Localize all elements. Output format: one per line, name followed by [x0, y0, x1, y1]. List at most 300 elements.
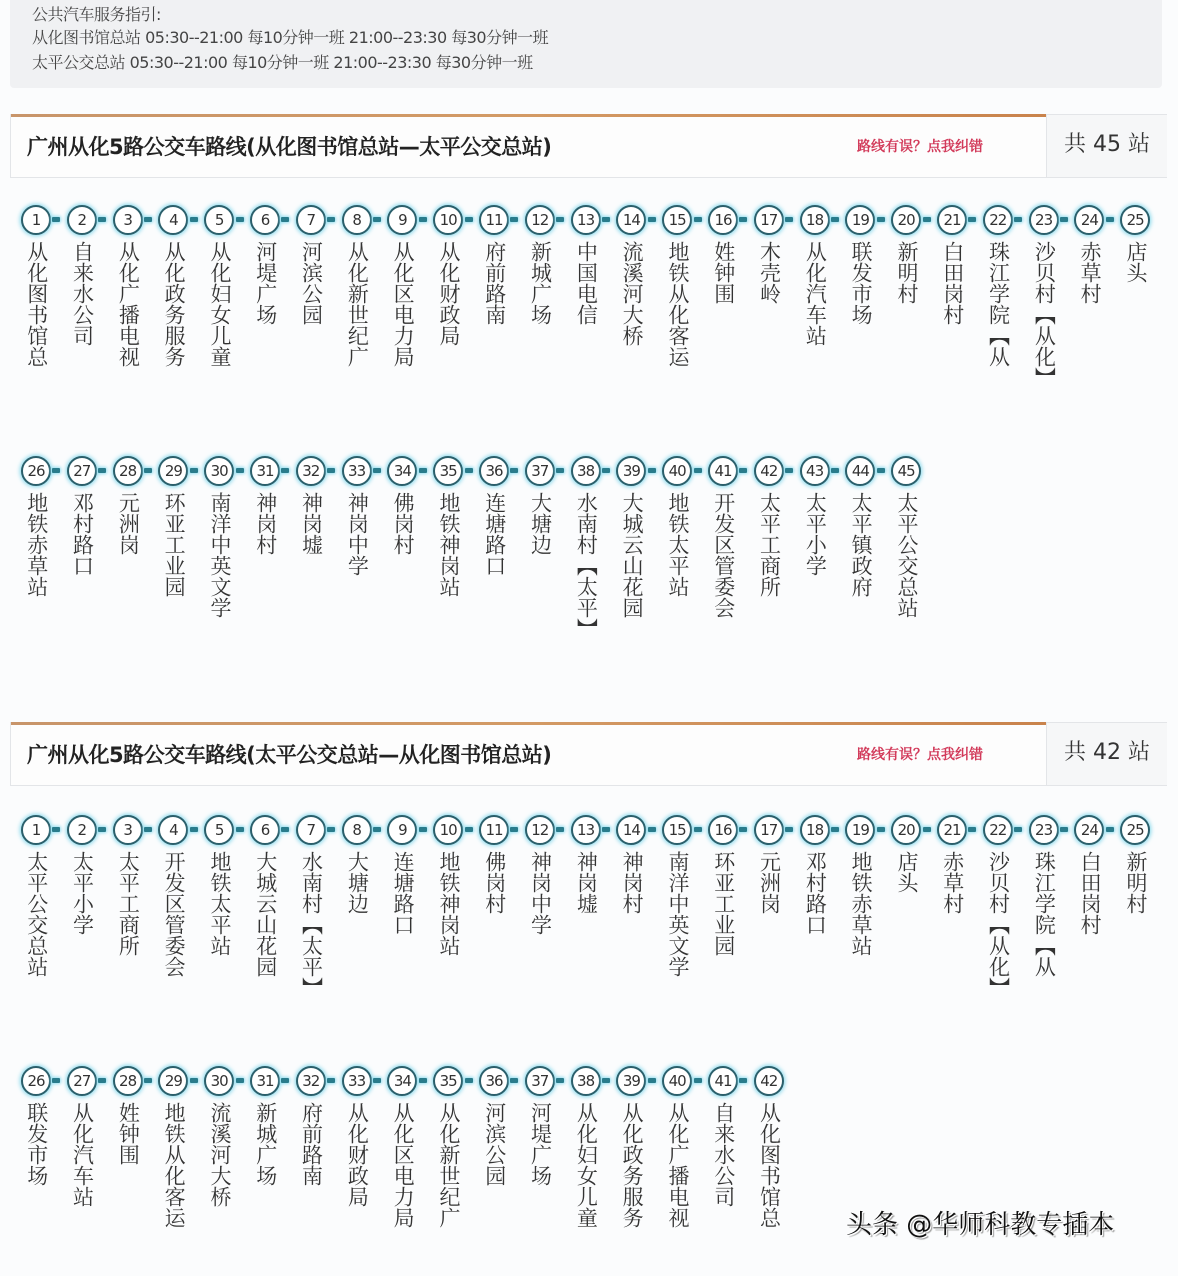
route-connector — [419, 1078, 427, 1083]
bus-stop[interactable] — [615, 205, 647, 350]
stop-number-badge: 41 — [708, 456, 738, 486]
route-connector — [785, 217, 793, 222]
bus-stop[interactable] — [661, 1066, 693, 1232]
stop-number-badge: 12 — [525, 815, 555, 845]
notice-title: 公共汽车服务指引: — [32, 5, 161, 24]
stop-number-badge: 17 — [754, 205, 784, 235]
stop-name: 白田岗村 — [940, 241, 965, 325]
stop-number-badge: 42 — [754, 1066, 784, 1096]
stop-name: 姓钟围 — [711, 241, 736, 304]
route-connector — [556, 1078, 564, 1083]
bus-stop[interactable] — [341, 815, 373, 918]
route-connector — [465, 827, 473, 832]
stop-number-badge: 25 — [1120, 205, 1150, 235]
route-connector — [236, 468, 244, 473]
stop-name: 中国电信 — [574, 241, 599, 325]
bus-stop[interactable] — [524, 456, 556, 559]
report-error-link[interactable]: 路线有误？点我纠错 — [857, 747, 983, 763]
route-connector — [465, 468, 473, 473]
route-connector — [281, 1078, 289, 1083]
bus-stop[interactable] — [753, 456, 785, 601]
bus-stop[interactable] — [524, 205, 556, 329]
stop-name: 河堤广场 — [253, 241, 278, 325]
bus-stop[interactable] — [570, 815, 602, 918]
bus-stop[interactable] — [799, 815, 831, 939]
stop-number-badge: 20 — [891, 205, 921, 235]
bus-stop[interactable] — [1119, 205, 1151, 287]
stop-name: 新明村 — [1123, 851, 1148, 914]
bus-stop[interactable] — [66, 456, 98, 580]
stop-number-badge: 10 — [433, 815, 463, 845]
route-connector — [236, 1078, 244, 1083]
stop-number-badge: 18 — [800, 205, 830, 235]
bus-stop[interactable] — [799, 456, 831, 580]
stop-number-badge: 33 — [342, 1066, 372, 1096]
stops-row — [20, 456, 1170, 666]
bus-stop[interactable] — [570, 205, 602, 329]
stop-name: 南洋中英文学 — [207, 492, 232, 618]
stop-name: 新明村 — [894, 241, 919, 304]
stop-name: 流溪河大桥 — [620, 241, 645, 346]
stop-number-badge: 21 — [937, 815, 967, 845]
bus-stop[interactable] — [203, 205, 235, 371]
bus-stop[interactable] — [890, 456, 922, 622]
route-connector — [510, 827, 518, 832]
stop-number-badge: 11 — [479, 815, 509, 845]
route-connector — [190, 217, 198, 222]
bus-stop[interactable] — [799, 205, 831, 350]
route-connector — [785, 468, 793, 473]
bus-stop[interactable] — [707, 456, 739, 622]
stop-name: 从化区电力局 — [391, 241, 416, 367]
stop-number-badge: 5 — [204, 815, 234, 845]
bus-stop[interactable] — [661, 815, 693, 981]
stop-name: 太平镇政府 — [849, 492, 874, 597]
stop-name: 联发市场 — [849, 241, 874, 325]
bus-stop[interactable] — [570, 1066, 602, 1232]
service-notice — [10, 0, 1162, 88]
stop-number-badge: 17 — [754, 815, 784, 845]
bus-stop[interactable] — [112, 456, 144, 559]
stop-number-badge: 45 — [891, 456, 921, 486]
stop-number-badge: 23 — [1029, 815, 1059, 845]
stop-name: 赤草村 — [1078, 241, 1103, 304]
stop-name: 太平工商所 — [757, 492, 782, 597]
bus-stop[interactable] — [157, 205, 189, 371]
stop-count: 共 42 站 — [1046, 723, 1167, 785]
route-connector — [327, 827, 335, 832]
stop-number-badge: 5 — [204, 205, 234, 235]
stop-number-badge: 22 — [983, 815, 1013, 845]
bus-stop[interactable] — [1028, 815, 1060, 981]
stop-number-badge: 19 — [845, 815, 875, 845]
stop-number-badge: 3 — [113, 815, 143, 845]
stop-number-badge: 27 — [67, 1066, 97, 1096]
stop-number-badge: 18 — [800, 815, 830, 845]
bus-stop[interactable] — [1073, 205, 1105, 308]
bus-stop[interactable] — [249, 1066, 281, 1190]
stop-name: 姓钟围 — [116, 1102, 141, 1165]
stop-name: 从化妇女儿童 — [574, 1102, 599, 1228]
bus-stop[interactable] — [432, 1066, 464, 1232]
report-error-link[interactable]: 路线有误？点我纠错 — [857, 139, 983, 155]
route-connector — [739, 468, 747, 473]
route-connector — [236, 217, 244, 222]
stop-name: 珠江学院【从 — [986, 241, 1011, 367]
stop-name: 从化汽车站 — [803, 241, 828, 346]
stop-name: 木壳岭 — [757, 241, 782, 304]
bus-stop[interactable] — [936, 205, 968, 329]
stop-name: 从化妇女儿童 — [207, 241, 232, 367]
bus-stop[interactable] — [295, 815, 327, 1002]
stop-number-badge: 33 — [342, 456, 372, 486]
stop-name: 神岗墟 — [574, 851, 599, 914]
stop-number-badge: 6 — [250, 205, 280, 235]
bus-stop[interactable] — [20, 815, 52, 981]
stop-number-badge: 13 — [571, 205, 601, 235]
bus-stop[interactable] — [1119, 815, 1151, 918]
bus-stop[interactable] — [1073, 815, 1105, 939]
stop-name: 从化汽车站 — [70, 1102, 95, 1207]
route-connector — [648, 1078, 656, 1083]
stop-number-badge: 1 — [21, 815, 51, 845]
bus-stop[interactable] — [478, 205, 510, 329]
bus-stop[interactable] — [203, 1066, 235, 1211]
stop-number-badge: 31 — [250, 1066, 280, 1096]
stop-number-badge: 44 — [845, 456, 875, 486]
stop-count: 共 45 站 — [1046, 115, 1167, 177]
bus-stop[interactable] — [982, 205, 1014, 371]
bus-stop[interactable] — [936, 815, 968, 918]
bus-stop[interactable] — [1028, 205, 1060, 392]
stop-number-badge: 34 — [387, 456, 417, 486]
stop-number-badge: 11 — [479, 205, 509, 235]
route-connector — [739, 1078, 747, 1083]
notice-line-2: 太平公交总站 05:30--21:00 每10分钟一班 21:00--23:30 每30分钟一班 — [32, 53, 533, 72]
stop-name: 沙贝村【从化】 — [1032, 241, 1057, 388]
route-connector — [510, 1078, 518, 1083]
bus-stop[interactable] — [66, 205, 98, 350]
stop-name: 自来水公司 — [70, 241, 95, 346]
bus-stop[interactable] — [157, 456, 189, 601]
route-connector — [373, 217, 381, 222]
stop-name: 开发区管委会 — [162, 851, 187, 977]
route-connector — [923, 827, 931, 832]
stop-name: 环亚工业园 — [162, 492, 187, 597]
stop-number-badge: 20 — [891, 815, 921, 845]
route-connector — [877, 217, 885, 222]
stop-name: 地铁赤草站 — [849, 851, 874, 956]
route-connector — [556, 217, 564, 222]
stop-name: 白田岗村 — [1078, 851, 1103, 935]
stop-name: 神岗中学 — [528, 851, 553, 935]
stop-number-badge: 2 — [67, 815, 97, 845]
bus-stop[interactable] — [890, 205, 922, 308]
stop-number-badge: 3 — [113, 205, 143, 235]
stop-name: 连塘路口 — [391, 851, 416, 935]
bus-stop[interactable] — [432, 205, 464, 350]
bus-stop[interactable] — [661, 205, 693, 371]
route-connector — [465, 217, 473, 222]
stop-number-badge: 8 — [342, 205, 372, 235]
route-connector — [694, 827, 702, 832]
stop-name: 河堤广场 — [528, 1102, 553, 1186]
stop-name: 从化新世纪广 — [436, 1102, 461, 1228]
stop-name: 大塘边 — [528, 492, 553, 555]
bus-stop[interactable] — [478, 815, 510, 918]
bus-stop[interactable] — [753, 205, 785, 308]
route-connector — [510, 468, 518, 473]
stop-number-badge: 41 — [708, 1066, 738, 1096]
stop-number-badge: 28 — [113, 1066, 143, 1096]
stop-name: 水南村【太平】 — [299, 851, 324, 998]
route-connector — [281, 217, 289, 222]
stop-number-badge: 29 — [158, 456, 188, 486]
bus-stop[interactable] — [20, 205, 52, 371]
bus-stop[interactable] — [386, 1066, 418, 1232]
bus-stop[interactable] — [341, 205, 373, 371]
stop-number-badge: 26 — [21, 1066, 51, 1096]
stop-name: 店头 — [894, 851, 919, 893]
bus-stop[interactable] — [524, 815, 556, 939]
stop-name: 新城广场 — [253, 1102, 278, 1186]
stop-name: 太平工商所 — [116, 851, 141, 956]
route-header-outbound — [10, 114, 1167, 178]
route-connector — [190, 468, 198, 473]
bus-stop[interactable] — [615, 1066, 647, 1232]
stop-name: 开发区管委会 — [711, 492, 736, 618]
stop-name: 赤草村 — [940, 851, 965, 914]
bus-stop[interactable] — [157, 815, 189, 981]
route-connector — [739, 827, 747, 832]
route-connector — [694, 1078, 702, 1083]
stop-name: 府前路南 — [482, 241, 507, 325]
stop-name: 邓村路口 — [70, 492, 95, 576]
stop-name: 环亚工业园 — [711, 851, 736, 956]
bus-stop[interactable] — [570, 456, 602, 643]
bus-stop[interactable] — [707, 1066, 739, 1211]
bus-stop[interactable] — [203, 815, 235, 960]
bus-stop[interactable] — [112, 205, 144, 371]
route-connector — [419, 827, 427, 832]
stop-name: 水南村【太平】 — [574, 492, 599, 639]
bus-stop[interactable] — [249, 456, 281, 559]
bus-stop[interactable] — [386, 456, 418, 559]
bus-stop[interactable] — [707, 205, 739, 308]
stop-name: 地铁太平站 — [207, 851, 232, 956]
route-connector — [556, 468, 564, 473]
route-connector — [648, 827, 656, 832]
route-connector — [1014, 827, 1022, 832]
stop-number-badge: 36 — [479, 1066, 509, 1096]
stop-number-badge: 42 — [754, 456, 784, 486]
bus-stop[interactable] — [203, 456, 235, 622]
bus-stop[interactable] — [66, 815, 98, 939]
notice-line-1: 从化图书馆总站 05:30--21:00 每10分钟一班 21:00--23:30 每30分钟一班 — [32, 28, 549, 47]
stop-name: 地铁太平站 — [665, 492, 690, 597]
stop-name: 地铁从化客运 — [665, 241, 690, 367]
route-connector — [602, 217, 610, 222]
stops-row — [20, 1066, 1170, 1276]
stop-number-badge: 21 — [937, 205, 967, 235]
stop-name: 地铁赤草站 — [24, 492, 49, 597]
bus-stop[interactable] — [982, 815, 1014, 1002]
bus-stop[interactable] — [844, 815, 876, 960]
route-connector — [373, 468, 381, 473]
stop-number-badge: 37 — [525, 1066, 555, 1096]
stop-name: 店头 — [1123, 241, 1148, 283]
route-connector — [648, 217, 656, 222]
route-connector — [144, 1078, 152, 1083]
stop-number-badge: 15 — [662, 815, 692, 845]
route-connector — [831, 827, 839, 832]
route-connector — [602, 468, 610, 473]
stop-number-badge: 30 — [204, 1066, 234, 1096]
route-connector — [877, 827, 885, 832]
stop-name: 太平小学 — [70, 851, 95, 935]
bus-stop[interactable] — [386, 205, 418, 371]
bus-stop[interactable] — [20, 1066, 52, 1190]
route-connector — [648, 468, 656, 473]
stop-number-badge: 35 — [433, 1066, 463, 1096]
stop-number-badge: 9 — [387, 815, 417, 845]
route-connector — [327, 1078, 335, 1083]
stop-number-badge: 12 — [525, 205, 555, 235]
stop-name: 佛岗村 — [482, 851, 507, 914]
stop-name: 流溪河大桥 — [207, 1102, 232, 1207]
bus-stop[interactable] — [844, 205, 876, 329]
bus-stop[interactable] — [341, 1066, 373, 1211]
route-connector — [510, 217, 518, 222]
stop-name: 神岗墟 — [299, 492, 324, 555]
stop-name: 太平小学 — [803, 492, 828, 576]
route-connector — [739, 217, 747, 222]
stop-name: 大塘边 — [345, 851, 370, 914]
bus-stop[interactable] — [112, 1066, 144, 1169]
stop-name: 从化图书馆总 — [24, 241, 49, 367]
route-connector — [1106, 217, 1114, 222]
bus-stop[interactable] — [615, 815, 647, 918]
stop-name: 大城云山花园 — [620, 492, 645, 618]
stop-name: 从化财政局 — [345, 1102, 370, 1207]
bus-stop[interactable] — [386, 815, 418, 939]
route-connector — [465, 1078, 473, 1083]
route-connector — [968, 217, 976, 222]
route-header-inbound — [10, 722, 1167, 786]
stop-number-badge: 22 — [983, 205, 1013, 235]
stop-number-badge: 32 — [296, 456, 326, 486]
route-connector — [144, 827, 152, 832]
bus-stop[interactable] — [707, 815, 739, 960]
bus-stop[interactable] — [478, 456, 510, 580]
bus-stop[interactable] — [753, 1066, 785, 1232]
stop-number-badge: 36 — [479, 456, 509, 486]
bus-stop[interactable] — [249, 815, 281, 981]
bus-stop[interactable] — [432, 815, 464, 960]
stop-name: 沙贝村【从化】 — [986, 851, 1011, 998]
route-connector — [190, 1078, 198, 1083]
stop-name: 府前路南 — [299, 1102, 324, 1186]
bus-stop[interactable] — [295, 1066, 327, 1190]
route-connector — [602, 827, 610, 832]
stop-number-badge: 9 — [387, 205, 417, 235]
stop-number-badge: 35 — [433, 456, 463, 486]
bus-stop[interactable] — [341, 456, 373, 580]
bus-stop[interactable] — [844, 456, 876, 601]
bus-stop[interactable] — [157, 1066, 189, 1232]
route-connector — [831, 468, 839, 473]
route-connector — [602, 1078, 610, 1083]
stop-name: 太平公交总站 — [894, 492, 919, 618]
bus-stop[interactable] — [661, 456, 693, 601]
stop-number-badge: 8 — [342, 815, 372, 845]
bus-stop[interactable] — [890, 815, 922, 897]
stop-name: 连塘路口 — [482, 492, 507, 576]
bus-stop[interactable] — [249, 205, 281, 329]
stop-name: 元洲岗 — [116, 492, 141, 555]
stop-number-badge: 27 — [67, 456, 97, 486]
stop-number-badge: 38 — [571, 1066, 601, 1096]
stop-name: 新城广场 — [528, 241, 553, 325]
bus-stop[interactable] — [478, 1066, 510, 1190]
stop-name: 神岗村 — [620, 851, 645, 914]
stop-name: 地铁神岗站 — [436, 492, 461, 597]
route-connector — [968, 827, 976, 832]
stop-number-badge: 16 — [708, 205, 738, 235]
stop-number-badge: 39 — [616, 1066, 646, 1096]
stop-number-badge: 7 — [296, 815, 326, 845]
stop-name: 南洋中英文学 — [665, 851, 690, 977]
stop-name: 联发市场 — [24, 1102, 49, 1186]
route-connector — [98, 217, 106, 222]
route-connector — [98, 468, 106, 473]
route-connector — [877, 468, 885, 473]
bus-stop[interactable] — [20, 456, 52, 601]
stop-number-badge: 28 — [113, 456, 143, 486]
stop-name: 珠江学院【从 — [1032, 851, 1057, 977]
stop-name: 地铁神岗站 — [436, 851, 461, 956]
stop-name: 从化图书馆总 — [757, 1102, 782, 1228]
stop-name: 太平公交总站 — [24, 851, 49, 977]
stop-number-badge: 10 — [433, 205, 463, 235]
route-title: 广州从化5路公交车路线(太平公交总站—从化图书馆总站) — [27, 743, 552, 767]
route-connector — [373, 1078, 381, 1083]
stop-name: 大城云山花园 — [253, 851, 278, 977]
stop-number-badge: 40 — [662, 456, 692, 486]
route-connector — [419, 468, 427, 473]
route-connector — [236, 827, 244, 832]
stop-name: 自来水公司 — [711, 1102, 736, 1207]
bus-stop[interactable] — [432, 456, 464, 601]
stop-name: 邓村路口 — [803, 851, 828, 935]
bus-stop[interactable] — [66, 1066, 98, 1211]
bus-stop[interactable] — [524, 1066, 556, 1190]
stop-number-badge: 24 — [1074, 815, 1104, 845]
stop-number-badge: 4 — [158, 815, 188, 845]
route-connector — [327, 217, 335, 222]
stop-number-badge: 26 — [21, 456, 51, 486]
bus-stop[interactable] — [753, 815, 785, 918]
stop-name: 神岗村 — [253, 492, 278, 555]
stop-number-badge: 32 — [296, 1066, 326, 1096]
bus-stop[interactable] — [112, 815, 144, 960]
bus-stop[interactable] — [295, 456, 327, 559]
bus-stop[interactable] — [295, 205, 327, 329]
stop-number-badge: 14 — [616, 205, 646, 235]
route-connector — [98, 827, 106, 832]
bus-stop[interactable] — [615, 456, 647, 622]
stop-name: 河滨公园 — [482, 1102, 507, 1186]
